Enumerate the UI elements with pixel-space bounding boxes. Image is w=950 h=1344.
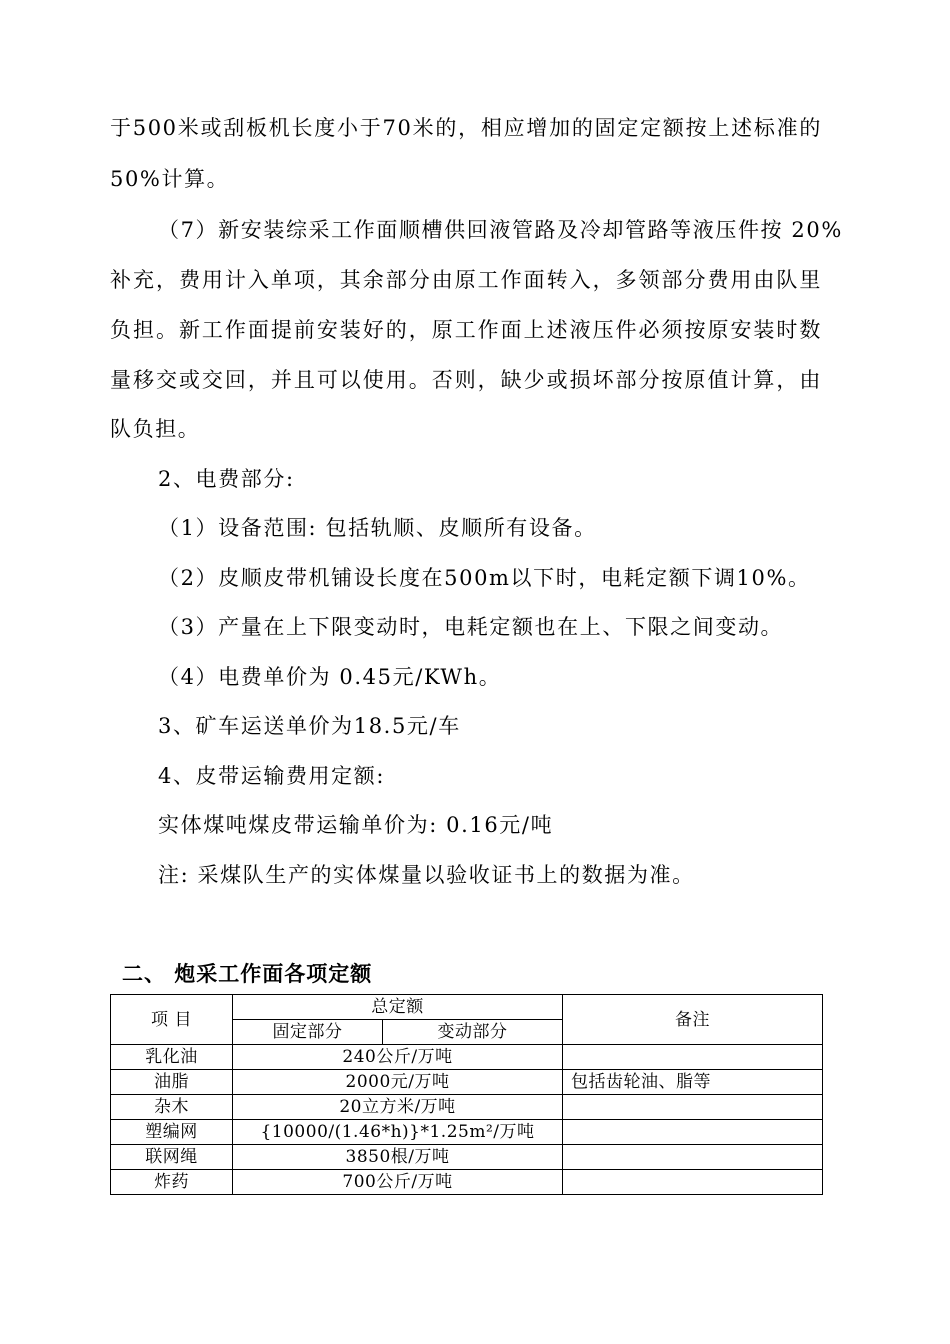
section-title: 2、电费部分: <box>158 467 295 491</box>
row-remark: 包括齿轮油、脂等 <box>563 1070 823 1095</box>
section-title: 4、皮带运输费用定额: <box>158 764 386 788</box>
row-quota: {10000/(1.46*h)}*1.25m²/万吨 <box>233 1120 563 1145</box>
quota-table <box>110 994 823 1195</box>
table-row <box>111 1120 823 1145</box>
table-row <box>111 1045 823 1070</box>
row-quota: 240公斤/万吨 <box>233 1045 563 1070</box>
row-quota: 3850根/万吨 <box>233 1145 563 1170</box>
list-item: （4）电费单价为 0.45元/KWh。 <box>158 665 502 689</box>
price-text: 实体煤吨煤皮带运输单价为: 0.16元/吨 <box>158 813 554 837</box>
paragraph-line: 于500米或刮板机长度小于70米的，相应增加的固定定额按上述标准的 <box>110 116 822 140</box>
list-item: （3）产量在上下限变动时，电耗定额也在上、下限之间变动。 <box>158 615 784 639</box>
paragraph-line: 队负担。 <box>110 417 201 441</box>
table-row <box>111 1095 823 1120</box>
row-item: 塑编网 <box>111 1120 233 1145</box>
row-item: 乳化油 <box>111 1045 233 1070</box>
table-row <box>111 1070 823 1095</box>
row-item: 杂木 <box>111 1095 233 1120</box>
section-title: 3、矿车运送单价为18.5元/车 <box>158 714 461 738</box>
note-text: 注: 采煤队生产的实体煤量以验收证书上的数据为准。 <box>158 863 695 887</box>
row-remark <box>563 1170 823 1195</box>
row-quota: 700公斤/万吨 <box>233 1170 563 1195</box>
header-variable: 变动部分 <box>383 1020 563 1045</box>
paragraph-line: 量移交或交回，并且可以使用。否则，缺少或损坏部分按原值计算，由 <box>110 368 822 392</box>
list-item: （1）设备范围: 包括轨顺、皮顺所有设备。 <box>158 516 597 540</box>
row-item: 油脂 <box>111 1070 233 1095</box>
paragraph-line: 负担。新工作面提前安装好的，原工作面上述液压件必须按原安装时数 <box>110 318 822 342</box>
row-remark <box>563 1120 823 1145</box>
paragraph-line: 补充，费用计入单项，其余部分由原工作面转入，多领部分费用由队里 <box>110 268 822 292</box>
table-row <box>111 1145 823 1170</box>
header-remark: 备注 <box>563 995 823 1045</box>
header-total: 总定额 <box>233 995 563 1020</box>
row-item: 炸药 <box>111 1170 233 1195</box>
table-row <box>111 1170 823 1195</box>
header-fixed: 固定部分 <box>233 1020 383 1045</box>
row-quota: 2000元/万吨 <box>233 1070 563 1095</box>
row-item: 联网绳 <box>111 1145 233 1170</box>
row-remark <box>563 1045 823 1070</box>
paragraph-line: （7）新安装综采工作面顺槽供回液管路及冷却管路等液压件按 20% <box>158 218 843 242</box>
list-item: （2）皮顺皮带机铺设长度在500m以下时，电耗定额下调10%。 <box>158 566 811 590</box>
row-remark <box>563 1095 823 1120</box>
header-item: 项 目 <box>111 995 233 1045</box>
section-heading: 二、 炮采工作面各项定额 <box>122 962 373 986</box>
row-remark <box>563 1145 823 1170</box>
paragraph-line: 50%计算。 <box>110 167 230 191</box>
row-quota: 20立方米/万吨 <box>233 1095 563 1120</box>
